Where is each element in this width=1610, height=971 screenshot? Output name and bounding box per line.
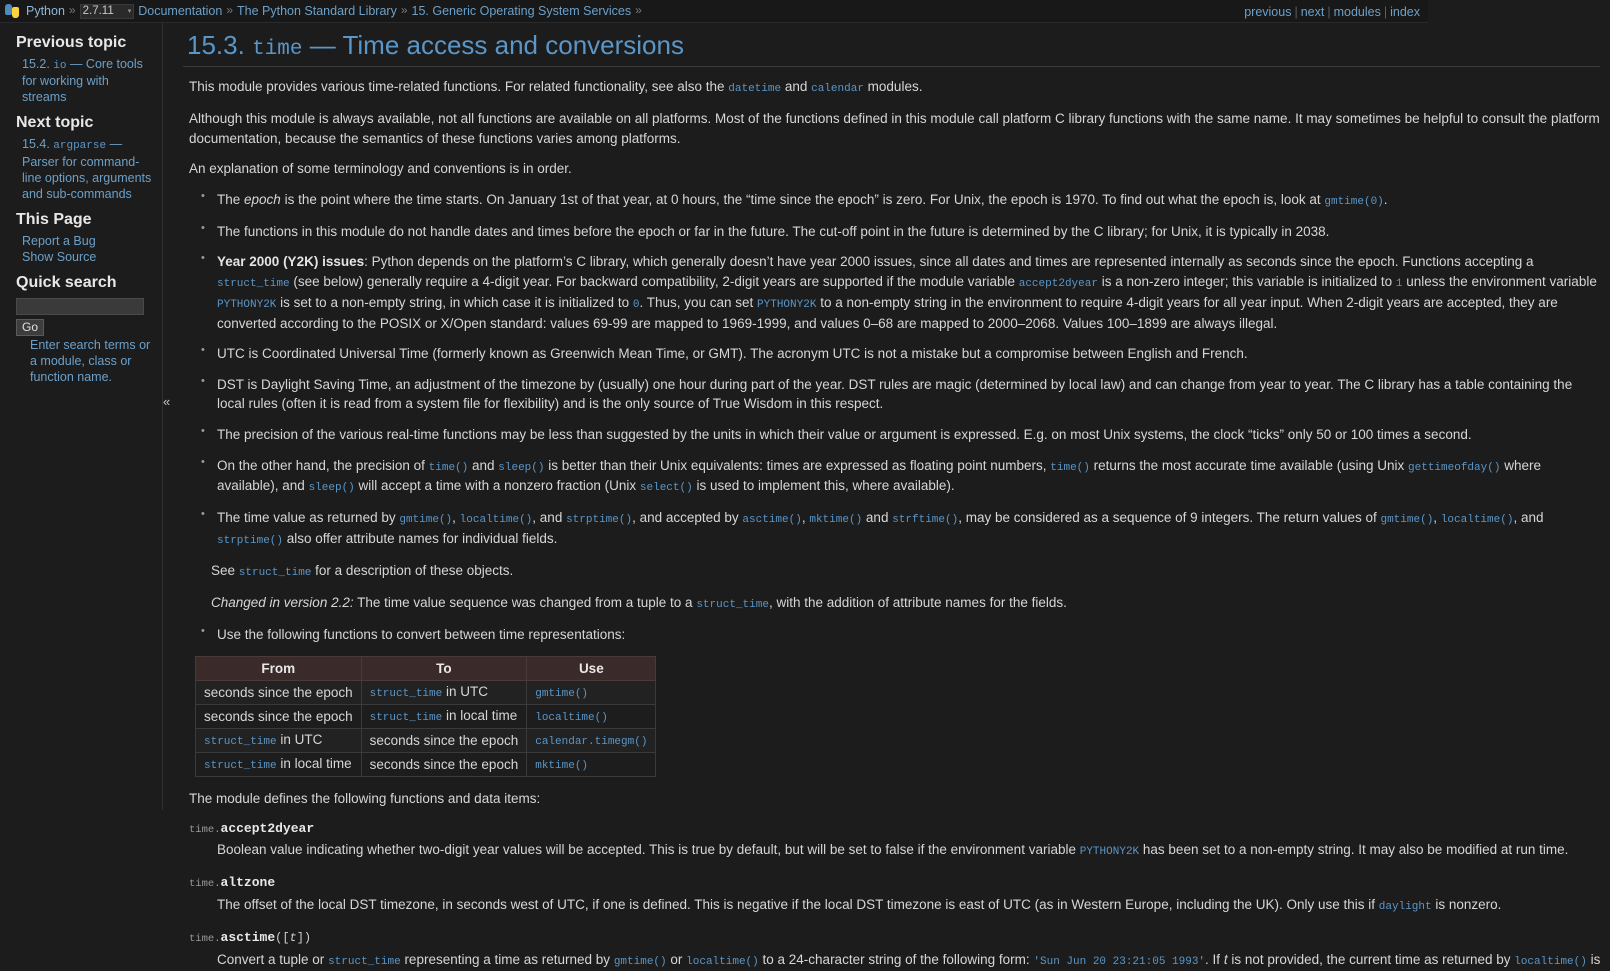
cell-to [361, 681, 527, 705]
oh-b: and [468, 457, 499, 473]
list-item-epoch [189, 190, 1600, 211]
changed-a: The time value sequence was changed from a tuple to a [353, 595, 697, 611]
localtime-code-fn2-b[interactable]: localtime() [1514, 955, 1587, 968]
gmtime-code-fn2[interactable]: gmtime() [613, 955, 667, 968]
list-item-other-hand [189, 456, 1600, 498]
calendar-module-link[interactable]: calendar [811, 83, 864, 96]
time-fn-code[interactable]: time() [428, 461, 469, 474]
epoch-a: The [217, 191, 245, 207]
y2k-d: unless the environment variable [1402, 273, 1597, 289]
localtime-code-r2[interactable]: localtime() [535, 712, 608, 725]
cell-use [527, 729, 656, 753]
y2k-c: is a non-zero integer; this variable is initialized to [1097, 273, 1396, 289]
fn-prefix-2: time. [189, 933, 221, 946]
fn2-desc-g: is [1586, 951, 1601, 967]
pythony2k-code-2: PYTHONY2K [757, 298, 817, 311]
chevron-left-icon: « [163, 394, 171, 409]
previous-topic-prefix: 15.2. [22, 57, 54, 72]
breadcrumb-separator-icon-4: » [635, 3, 642, 18]
nav-link-next[interactable]: next [1300, 5, 1325, 19]
nav-link-modules[interactable]: modules [1333, 5, 1381, 19]
previous-topic-rest: — Core tools for working with streams [22, 57, 143, 105]
intro-p1-a: This module provides various time-related functions. For related functionality, see also the [189, 79, 729, 95]
fn-prefix-1: time. [189, 878, 221, 891]
module-defines-line: The module defines the following functions and data items: [189, 791, 541, 807]
nav-links [1244, 3, 1420, 21]
see-b: for a description of these objects. [311, 563, 514, 579]
sidebar-previous-topic-link[interactable] [22, 56, 152, 105]
datetime-module-link[interactable]: datetime [728, 83, 782, 96]
fn2-desc-d: to a 24-character string of the following form: [758, 951, 1034, 967]
fn1-desc-b: is nonzero. [1431, 897, 1502, 913]
nav-sep-1: | [1294, 5, 1298, 19]
seq-b: , [452, 510, 460, 526]
fn-name-2: asctime [220, 930, 276, 946]
struct-time-code-fn2[interactable]: struct_time [328, 955, 401, 968]
y2k-g: to a non-empty string in the environment to require 4-digit years for all year input. When 2-digit years are accepted, they are converted according to the POSIX or X/Open standard: values 69-99 are mapped to 1969-1999, and values 0–68 are mapped to 2000–2068. Values 100–1899 are always illegal. [217, 294, 1558, 331]
sidebar-next-topic-link[interactable] [22, 136, 152, 201]
fn-name-1: altzone [220, 875, 276, 891]
table-row [196, 753, 656, 777]
page-title-number: 15.3. [187, 30, 253, 60]
fn2-desc-b: representing a time as returned by [400, 951, 614, 967]
strftime-code[interactable]: strftime() [892, 514, 959, 527]
nav-link-index[interactable]: index [1390, 5, 1420, 19]
function-description-accept2dyear [217, 840, 1600, 861]
report-a-bug-link[interactable]: Report a Bug [22, 233, 96, 248]
intro-p1-c: modules. [863, 79, 923, 95]
top-navigation-bar [0, 0, 1428, 23]
oh-g: is used to implement this, where available). [692, 478, 955, 494]
see-struct-time-paragraph [211, 561, 1600, 582]
search-help-text: Enter search terms or a module, class or function name. [30, 337, 151, 384]
strptime-code-2[interactable]: strptime() [217, 535, 284, 548]
title-divider [183, 66, 1600, 67]
one-literal-code: 1 [1395, 277, 1403, 290]
accept2dyear-code[interactable]: accept2dyear [1018, 277, 1098, 290]
epoch-b: is the point where the time starts. On January 1st of that year, at 0 hours, the “time since the epoch” is zero. For Unix, the epoch is 1970. To find out what the epoch is, look at [280, 191, 1325, 207]
see-a: See [211, 563, 239, 579]
seq-a: The time value as returned by [217, 510, 400, 526]
intro-p1-b: and [781, 79, 812, 95]
gmtime-code[interactable]: gmtime() [399, 514, 453, 527]
version-label: 2.7.11 [82, 4, 114, 17]
cell-use [527, 681, 656, 705]
struct-time-code[interactable]: struct_time [217, 277, 290, 290]
intro-paragraph-1 [189, 77, 1600, 98]
cell-to: seconds since the epoch [361, 729, 527, 753]
fn1-desc-a: The offset of the local DST timezone, in seconds west of UTC, if one is defined. This is negative if the local DST timezone is east of UTC (as in Western Europe, including the UK). Only use this if [217, 897, 1379, 913]
main-content [173, 23, 1610, 968]
epoch-emphasis: epoch [244, 191, 281, 207]
gmtime-zero-code[interactable]: gmtime(0) [1324, 195, 1384, 208]
struct-time-code-3[interactable]: struct_time [696, 599, 769, 612]
cell-to [361, 705, 527, 729]
previous-topic-code: io [53, 60, 67, 73]
nav-link-previous[interactable]: previous [1244, 5, 1292, 19]
seq-c: , and [532, 510, 567, 526]
page-title [187, 31, 1600, 62]
version-selector[interactable] [80, 4, 135, 19]
cell-use [527, 753, 656, 777]
column-header-use: Use [527, 656, 656, 681]
y2k-b: (see below) generally require a 4-digit year. For backward compatibility, 2-digit years are supported if the module variable [289, 273, 1019, 289]
oh-a: On the other hand, the precision of [217, 457, 429, 473]
pythony2k-code: PYTHONY2K [217, 298, 277, 311]
cell-from: seconds since the epoch [196, 705, 362, 729]
daylight-code-fn1[interactable]: daylight [1378, 901, 1432, 914]
oh-c: is better than their Unix equivalents: times are expressed as floating point numbers, [544, 457, 1051, 473]
page-title-module: time [252, 38, 303, 61]
seq-i: , and [1513, 510, 1544, 526]
conversion-table [195, 656, 656, 777]
function-signature-altzone [189, 874, 1600, 893]
struct-time-code-2[interactable]: struct_time [238, 567, 312, 580]
struct-time-code-r4[interactable]: struct_time [204, 760, 277, 773]
sidebar-collapse-handle[interactable] [163, 23, 173, 810]
breadcrumb [5, 2, 642, 20]
epoch-c: . [1383, 191, 1388, 207]
pythony2k-code-fn0: PYTHONY2K [1079, 846, 1140, 859]
fn2-param-t: t [1223, 951, 1228, 967]
fn0-desc-a: Boolean value indicating whether two-digit year values will be accepted. This is true by default, but will be set to false if the environment variable [217, 842, 1080, 858]
cell-from [196, 729, 362, 753]
zero-literal-code: 0 [632, 298, 640, 311]
fn2-desc-e: . If [1205, 951, 1224, 967]
localtime-code[interactable]: localtime() [459, 514, 533, 527]
this-page-link-list [22, 233, 152, 266]
gmtime-code-r1[interactable]: gmtime() [535, 688, 589, 701]
function-signature-asctime [189, 929, 1600, 948]
fn-prefix-0: time. [189, 823, 221, 836]
table-row [196, 729, 656, 753]
select-code: select() [639, 482, 693, 495]
localtime-code-fn2[interactable]: localtime() [686, 955, 759, 968]
changed-version-emphasis: Changed in version 2.2: [211, 595, 354, 611]
previous-topic-anchor[interactable] [22, 57, 143, 104]
column-header-to: To [361, 656, 527, 681]
function-signature-accept2dyear [189, 820, 1600, 839]
seq-j: also offer attribute names for individual fields. [283, 531, 558, 547]
fn-name-0: accept2dyear [220, 820, 315, 836]
cell-from [196, 753, 362, 777]
cell-to-text-r2: in local time [442, 708, 518, 724]
search-go-button[interactable]: Go [16, 319, 44, 336]
mktime-code-r4[interactable]: mktime() [535, 760, 589, 773]
seq-d: , and accepted by [632, 510, 743, 526]
cell-to: seconds since the epoch [361, 753, 527, 777]
sleep-fn-code[interactable]: sleep() [498, 461, 545, 474]
list-item-sequence [189, 508, 1600, 550]
calendar-timegm-code-r3[interactable]: calendar.timegm() [535, 736, 648, 749]
table-header-row [196, 656, 656, 681]
cell-use [527, 705, 656, 729]
search-input[interactable] [16, 298, 144, 315]
python-home-link[interactable]: Python [26, 3, 65, 18]
table-row [196, 681, 656, 705]
list-item-cutoff: • The functions in this module do not handle dates and times before the epoch or far in the future. The cut-off point in the future is determined by the C library; for Unix, it is typically in 2038. [189, 222, 1600, 242]
seq-f: and [862, 510, 893, 526]
list-item-precision: • The precision of the various real-time functions may be less than suggested by the units in which their value or argument is expressed. E.g. on most Unix systems, the clock “ticks” only 50 or 100 times a second. [189, 425, 1600, 445]
list-item [22, 249, 152, 265]
breadcrumb-separator-icon-3: » [400, 3, 408, 18]
show-source-link[interactable]: Show Source [22, 249, 97, 264]
y2k-strong: Year 2000 (Y2K) issues [217, 254, 365, 270]
next-topic-code: argparse [53, 140, 107, 153]
column-header-from: From [196, 656, 362, 681]
breadcrumb-item-os-services[interactable]: 15. Generic Operating System Services [411, 3, 632, 18]
strptime-code[interactable]: strptime() [566, 514, 633, 527]
cell-to-text-r1: in UTC [442, 684, 488, 700]
fn2-desc-a: Convert a tuple or [217, 951, 329, 967]
next-topic-prefix: 15.4. [22, 137, 54, 152]
next-topic-rest: — Parser for command-line options, arguments and sub-commands [22, 137, 152, 201]
struct-time-code-r2[interactable]: struct_time [369, 712, 443, 725]
breadcrumb-item-documentation[interactable]: Documentation [138, 3, 223, 18]
breadcrumb-separator-icon: » [68, 3, 76, 18]
gettimeofday-code: gettimeofday() [1408, 461, 1501, 474]
sidebar [0, 23, 163, 810]
list-item-use-following: • Use the following functions to convert between time representations: [189, 625, 1600, 645]
conversion-intro-list [189, 625, 1600, 645]
fn2-desc-f: is not provided, the current time as returned by [1227, 951, 1515, 967]
intro-paragraph-3: An explanation of some terminology and conventions is in order. [189, 161, 572, 177]
quick-search-form [16, 298, 152, 385]
oh-d: returns the most accurate time available (using Unix [1089, 457, 1409, 473]
fn2-desc-c: or [666, 951, 687, 967]
list-item-dst: • DST is Daylight Saving Time, an adjustment of the timezone by (usually) one hour during part of the year. DST rules are magic (determined by local law) and can change from year to year. The C library has a table containing the local rules (often it is read from a system file for flexibility) and is the only source of True Wisdom in this respect. [189, 375, 1600, 414]
gmtime-code-2[interactable]: gmtime() [1380, 514, 1434, 527]
y2k-f: . Thus, you can set [639, 294, 758, 310]
sidebar-heading-previous-topic: Previous topic [16, 34, 127, 51]
changed-in-version-paragraph [211, 593, 1600, 614]
list-item-utc: • UTC is Coordinated Universal Time (formerly known as Greenwich Mean Time, or GMT). The acronym UTC is not a mistake but a compromise between English and French. [189, 344, 1600, 364]
fn-args-2: ([t]) [275, 931, 312, 946]
breadcrumb-item-stdlib[interactable]: The Python Standard Library [237, 3, 397, 18]
chevron-down-icon: ▾ [127, 7, 132, 15]
next-topic-anchor[interactable] [22, 137, 151, 200]
mktime-code[interactable]: mktime() [809, 514, 863, 527]
localtime-code-2[interactable]: localtime() [1440, 514, 1514, 527]
y2k-a: : Python depends on the platform’s C library, which generally doesn’t have year 2000 issues, since all dates and times are represented internally as seconds since the epoch. Functions accepting a [364, 254, 1534, 270]
fn0-desc-b: has been set to a non-empty string. It may also be modified at run time. [1139, 842, 1569, 858]
sidebar-heading-quick-search: Quick search [16, 274, 117, 292]
function-description-asctime [217, 950, 1600, 971]
seq-g: , may be considered as a sequence of 9 integers. The return values of [958, 510, 1381, 526]
intro-paragraph-2: Although this module is always available, not all functions are available on all platforms. Most of the functions defined in this module call platform C library functions with the same name. It may sometimes be helpful to consult the platform documentation, because the semantics of these functions varies among platforms. [189, 111, 1600, 146]
python-logo-icon [5, 4, 19, 18]
terminology-list [189, 190, 1600, 551]
struct-time-code-r3[interactable]: struct_time [204, 736, 277, 749]
changed-b: , with the addition of attribute names for the fields. [768, 595, 1067, 611]
cell-from-text-r3: in UTC [276, 732, 323, 748]
y2k-e: is set to a non-empty string, in which case it is initialized to [276, 294, 633, 310]
nav-sep-2: | [1327, 5, 1331, 19]
list-item-y2k [189, 252, 1600, 333]
asctime-example-code: 'Sun Jun 20 23:21:05 1993' [1033, 955, 1206, 968]
time-fn-code-2[interactable]: time() [1050, 461, 1090, 474]
oh-f: will accept a time with a nonzero fraction (Unix [354, 478, 640, 494]
seq-e: , [801, 510, 810, 526]
table-row [196, 705, 656, 729]
sleep-fn-code-2[interactable]: sleep() [308, 482, 355, 495]
sidebar-heading-this-page: This Page [16, 210, 92, 228]
seq-h: , [1433, 510, 1441, 526]
function-definition-list [189, 820, 1600, 971]
sidebar-heading-next-topic: Next topic [16, 114, 94, 132]
oh-e: where available), and [217, 457, 1541, 494]
struct-time-code-r1[interactable]: struct_time [369, 688, 443, 701]
page-title-rest: — Time access and conversions [302, 30, 684, 60]
breadcrumb-separator-icon-2: » [226, 3, 234, 18]
cell-from: seconds since the epoch [196, 681, 362, 705]
cell-from-text-r4: in local time [276, 756, 352, 772]
list-item [22, 233, 152, 249]
nav-sep-3: | [1383, 5, 1388, 19]
asctime-code[interactable]: asctime() [742, 514, 802, 527]
function-description-altzone [217, 895, 1600, 916]
